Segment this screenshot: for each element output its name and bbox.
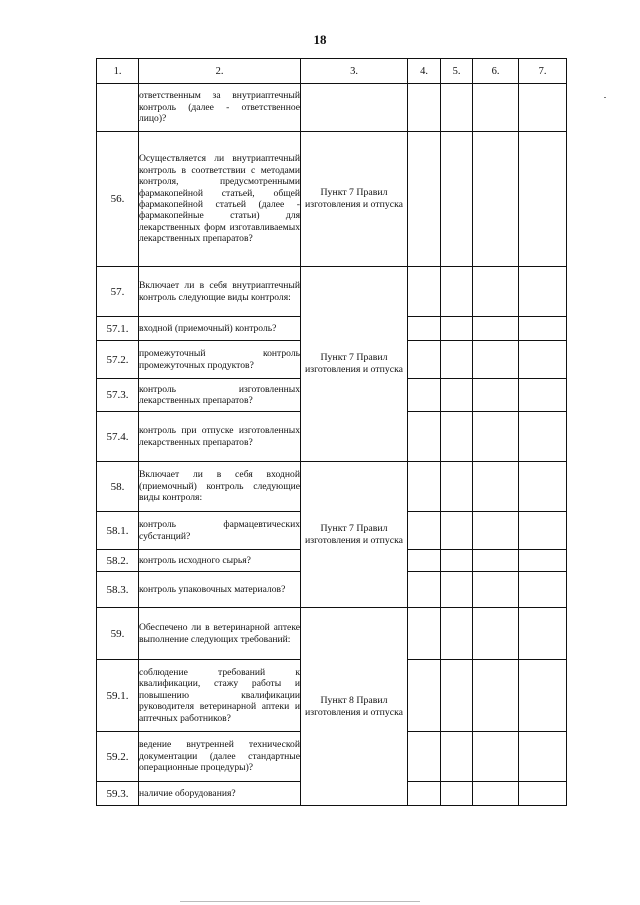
answer-cell[interactable] (441, 412, 473, 462)
answer-cell[interactable] (408, 379, 441, 412)
answer-cell[interactable] (408, 412, 441, 462)
answer-cell[interactable] (441, 84, 473, 132)
answer-cell[interactable] (441, 317, 473, 341)
answer-cell[interactable] (519, 341, 567, 379)
answer-cell[interactable] (519, 379, 567, 412)
row-question: Обеспечено ли в ветеринарной аптеке выполнение следующих требований: (139, 608, 301, 660)
answer-cell[interactable] (473, 317, 519, 341)
answer-cell[interactable] (408, 267, 441, 317)
row-question: Осуществляется ли внутриаптечный контроль в соответствии с методами контроля, предусмотренными фармакопейной статьей, общей фармакопейной статьей (далее - фармакопейные статьи) для лекарственных форм изготавливаемых лекарственных препаратов? (139, 132, 301, 267)
answer-cell[interactable] (408, 732, 441, 782)
answer-cell[interactable] (519, 512, 567, 550)
answer-cell[interactable] (519, 732, 567, 782)
answer-cell[interactable] (473, 341, 519, 379)
answer-cell[interactable] (473, 550, 519, 572)
col-header-6: 6. (473, 59, 519, 84)
row-question: Включает ли в себя входной (приемочный) контроль следующие виды контроля: (139, 462, 301, 512)
page-number: 18 (313, 32, 327, 47)
row-number: 57. (97, 267, 139, 317)
answer-cell[interactable] (441, 732, 473, 782)
row-number: 59.1. (97, 660, 139, 732)
col-header-3: 3. (301, 59, 408, 84)
answer-cell[interactable] (473, 379, 519, 412)
answer-cell[interactable] (473, 732, 519, 782)
group-reference: Пункт 7 Правил изготовления и отпуска (301, 267, 408, 462)
answer-cell[interactable] (473, 572, 519, 608)
row-reference (301, 84, 408, 132)
answer-cell[interactable] (408, 512, 441, 550)
row-number: 58.3. (97, 572, 139, 608)
answer-cell[interactable] (473, 132, 519, 267)
answer-cell[interactable] (473, 782, 519, 806)
answer-cell[interactable] (473, 267, 519, 317)
row-question: контроль фармацевтических субстанций? (139, 512, 301, 550)
answer-cell[interactable] (441, 782, 473, 806)
answer-cell[interactable] (441, 341, 473, 379)
table-row (97, 462, 567, 512)
col-header-2: 2. (139, 59, 301, 84)
checklist-table (96, 58, 567, 806)
row-question: ведение внутренней технической документации (далее стандартные операционные процедуры)? (139, 732, 301, 782)
answer-cell[interactable] (408, 132, 441, 267)
col-header-7: 7. (519, 59, 567, 84)
answer-cell[interactable] (519, 132, 567, 267)
row-number: 57.1. (97, 317, 139, 341)
row-question: контроль исходного сырья? (139, 550, 301, 572)
row-number: 59.3. (97, 782, 139, 806)
answer-cell[interactable] (519, 267, 567, 317)
table-row (97, 608, 567, 660)
answer-cell[interactable] (519, 462, 567, 512)
answer-cell[interactable] (519, 317, 567, 341)
answer-cell[interactable] (519, 608, 567, 660)
answer-cell[interactable] (441, 550, 473, 572)
row-question: входной (приемочный) контроль? (139, 317, 301, 341)
answer-cell[interactable] (408, 608, 441, 660)
answer-cell[interactable] (408, 317, 441, 341)
scan-edge-line (180, 901, 420, 902)
answer-cell[interactable] (408, 572, 441, 608)
answer-cell[interactable] (473, 462, 519, 512)
row-question: ответственным за внутриаптечный контроль (далее - ответственное лицо)? (139, 84, 301, 132)
answer-cell[interactable] (473, 512, 519, 550)
answer-cell[interactable] (519, 572, 567, 608)
group-reference: Пункт 8 Правил изготовления и отпуска (301, 608, 408, 806)
row-question: контроль при отпуске изготовленных лекарственных препаратов? (139, 412, 301, 462)
answer-cell[interactable] (473, 84, 519, 132)
row-number (97, 84, 139, 132)
table-row (97, 267, 567, 317)
row-question: промежуточный контроль промежуточных продуктов? (139, 341, 301, 379)
answer-cell[interactable] (441, 462, 473, 512)
answer-cell[interactable] (408, 782, 441, 806)
answer-cell[interactable] (408, 84, 441, 132)
row-question: соблюдение требований к квалификации, стажу работы и повышению квалификации руководителя ветеринарной аптеки и аптечных работников? (139, 660, 301, 732)
group-reference: Пункт 7 Правил изготовления и отпуска (301, 462, 408, 608)
row-reference: Пункт 7 Правил изготовления и отпуска (301, 132, 408, 267)
row-question: Включает ли в себя внутриаптечный контроль следующие виды контроля: (139, 267, 301, 317)
row-number: 59.2. (97, 732, 139, 782)
row-number: 57.2. (97, 341, 139, 379)
answer-cell[interactable] (473, 412, 519, 462)
row-number: 59. (97, 608, 139, 660)
answer-cell[interactable] (519, 660, 567, 732)
answer-cell[interactable] (441, 267, 473, 317)
answer-cell[interactable] (519, 550, 567, 572)
answer-cell[interactable] (408, 660, 441, 732)
answer-cell[interactable] (519, 84, 567, 132)
row-question: контроль изготовленных лекарственных препаратов? (139, 379, 301, 412)
answer-cell[interactable] (441, 379, 473, 412)
table-row (97, 132, 567, 267)
col-header-5: 5. (441, 59, 473, 84)
row-number: 56. (97, 132, 139, 267)
row-number: 58.2. (97, 550, 139, 572)
answer-cell[interactable] (408, 341, 441, 379)
answer-cell[interactable] (473, 660, 519, 732)
answer-cell[interactable] (519, 782, 567, 806)
row-number: 58. (97, 462, 139, 512)
row-number: 57.3. (97, 379, 139, 412)
row-question: наличие оборудования? (139, 782, 301, 806)
answer-cell[interactable] (441, 132, 473, 267)
answer-cell[interactable] (441, 660, 473, 732)
answer-cell[interactable] (441, 572, 473, 608)
answer-cell[interactable] (441, 512, 473, 550)
row-number: 57.4. (97, 412, 139, 462)
col-header-1: 1. (97, 59, 139, 84)
table-row (97, 84, 567, 132)
edge-mark (604, 97, 606, 98)
col-header-4: 4. (408, 59, 441, 84)
answer-cell[interactable] (408, 462, 441, 512)
answer-cell[interactable] (473, 608, 519, 660)
answer-cell[interactable] (408, 550, 441, 572)
header-row (97, 59, 567, 84)
answer-cell[interactable] (441, 608, 473, 660)
answer-cell[interactable] (519, 412, 567, 462)
row-question: контроль упаковочных материалов? (139, 572, 301, 608)
row-number: 58.1. (97, 512, 139, 550)
